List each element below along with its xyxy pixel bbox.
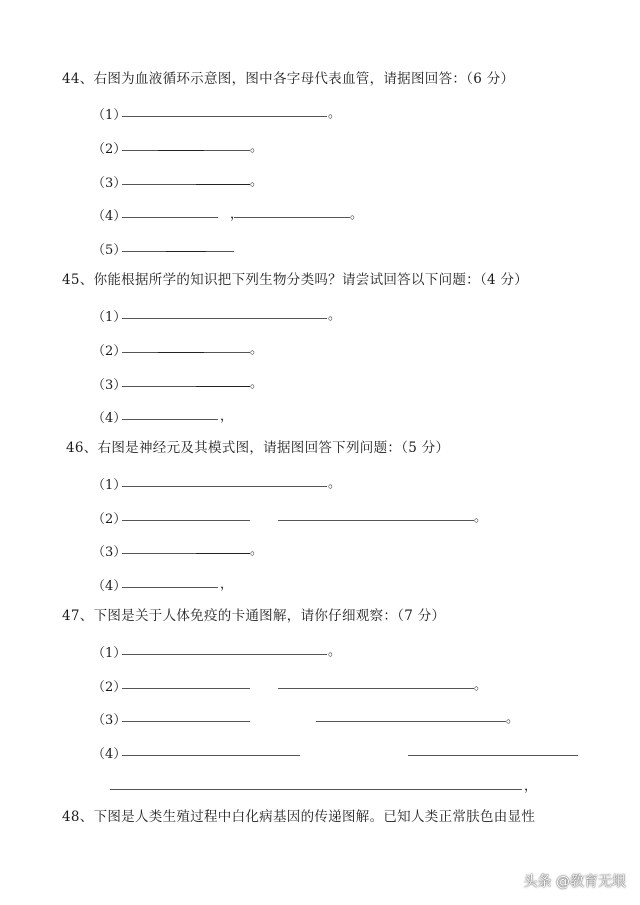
punctuation: 。 xyxy=(328,644,342,659)
q44-answer-5[interactable] xyxy=(92,239,292,258)
q44-answer-2[interactable] xyxy=(92,138,292,157)
answer-blank-emphasis xyxy=(196,184,250,185)
answer-blank[interactable] xyxy=(278,688,474,689)
answer-blank[interactable] xyxy=(122,654,327,655)
item-number: （4） xyxy=(92,579,127,594)
answer-blank[interactable] xyxy=(110,789,522,790)
item-number: （2） xyxy=(92,512,127,527)
item-number: （4） xyxy=(92,411,127,426)
question-46-heading: 46、右图是神经元及其模式图，请据图回答下列问题：（5 分） xyxy=(66,440,450,456)
punctuation: 。 xyxy=(474,510,488,525)
question-45-heading: 45、你能根据所学的知识把下列生物分类吗？请尝试回答以下问题：（4 分） xyxy=(62,272,529,288)
item-number: （2） xyxy=(92,344,127,359)
answer-blank-emphasis xyxy=(158,150,204,151)
answer-blank-emphasis xyxy=(158,352,204,353)
answer-blank[interactable] xyxy=(122,520,250,521)
answer-blank[interactable] xyxy=(122,217,218,218)
item-number: （5） xyxy=(92,243,127,258)
q46-answer-1[interactable] xyxy=(92,474,352,493)
answer-blank[interactable] xyxy=(122,755,300,756)
question-48-heading: 48、下图是人类生殖过程中白化病基因的传递图解。已知人类正常肤色由显性 xyxy=(62,809,536,825)
punctuation: 。 xyxy=(250,174,264,189)
answer-blank[interactable] xyxy=(122,721,250,722)
q46-answer-3[interactable] xyxy=(92,541,292,560)
punctuation: ， xyxy=(230,207,244,222)
q45-answer-4[interactable] xyxy=(92,407,292,426)
answer-blank[interactable] xyxy=(122,688,250,689)
punctuation: ， xyxy=(524,779,538,794)
question-47-heading: 47、下图是关于人体免疫的卡通图解，请你仔细观察：（7 分） xyxy=(62,608,446,624)
answer-blank[interactable] xyxy=(122,318,327,319)
item-number: （2） xyxy=(92,142,127,157)
punctuation: 。 xyxy=(328,476,342,491)
answer-blank[interactable] xyxy=(234,217,350,218)
punctuation: 。 xyxy=(350,207,364,222)
punctuation: ， xyxy=(220,409,234,424)
item-number: （2） xyxy=(92,680,127,695)
item-number: （1） xyxy=(92,310,127,325)
q47-answer-1[interactable] xyxy=(92,642,352,661)
item-number: （1） xyxy=(92,108,127,123)
item-number: （1） xyxy=(92,646,127,661)
punctuation: 。 xyxy=(506,711,520,726)
punctuation: ， xyxy=(220,577,234,592)
answer-blank-emphasis xyxy=(196,553,250,554)
item-number: （3） xyxy=(92,713,127,728)
answer-blank-emphasis xyxy=(166,251,206,252)
punctuation: 。 xyxy=(250,140,264,155)
punctuation: 。 xyxy=(250,342,264,357)
q44-answer-4[interactable] xyxy=(92,205,372,224)
punctuation: 。 xyxy=(474,678,488,693)
question-44-heading: 44、右图为血液循环示意图，图中各字母代表血管，请据图回答：（6 分） xyxy=(62,71,515,87)
q44-answer-1[interactable] xyxy=(92,104,352,123)
item-number: （3） xyxy=(92,545,127,560)
q45-answer-3[interactable] xyxy=(92,374,292,393)
q45-answer-1[interactable] xyxy=(92,306,352,325)
item-number: （3） xyxy=(92,176,127,191)
q47-answer-4[interactable] xyxy=(92,743,592,762)
item-number: （3） xyxy=(92,378,127,393)
answer-blank[interactable] xyxy=(122,116,327,117)
answer-blank[interactable] xyxy=(408,755,578,756)
q47-answer-2[interactable] xyxy=(92,676,502,695)
q47-answer-4-continued[interactable] xyxy=(110,777,550,793)
punctuation: 。 xyxy=(328,106,342,121)
q46-answer-2[interactable] xyxy=(92,508,502,527)
answer-blank[interactable] xyxy=(122,419,218,420)
q45-answer-2[interactable] xyxy=(92,340,292,359)
q44-answer-3[interactable] xyxy=(92,172,292,191)
item-number: （4） xyxy=(92,209,127,224)
punctuation: 。 xyxy=(328,308,342,323)
watermark: 头条 @教育无垠 xyxy=(523,874,626,890)
punctuation: 。 xyxy=(250,543,264,558)
answer-blank-emphasis xyxy=(196,386,250,387)
q47-answer-3[interactable] xyxy=(92,709,532,728)
item-number: （1） xyxy=(92,478,127,493)
punctuation: 。 xyxy=(250,376,264,391)
answer-blank[interactable] xyxy=(278,520,474,521)
answer-blank[interactable] xyxy=(316,721,506,722)
item-number: （4） xyxy=(92,747,127,762)
answer-blank[interactable] xyxy=(122,486,327,487)
q46-answer-4[interactable] xyxy=(92,575,292,594)
answer-blank[interactable] xyxy=(122,587,218,588)
